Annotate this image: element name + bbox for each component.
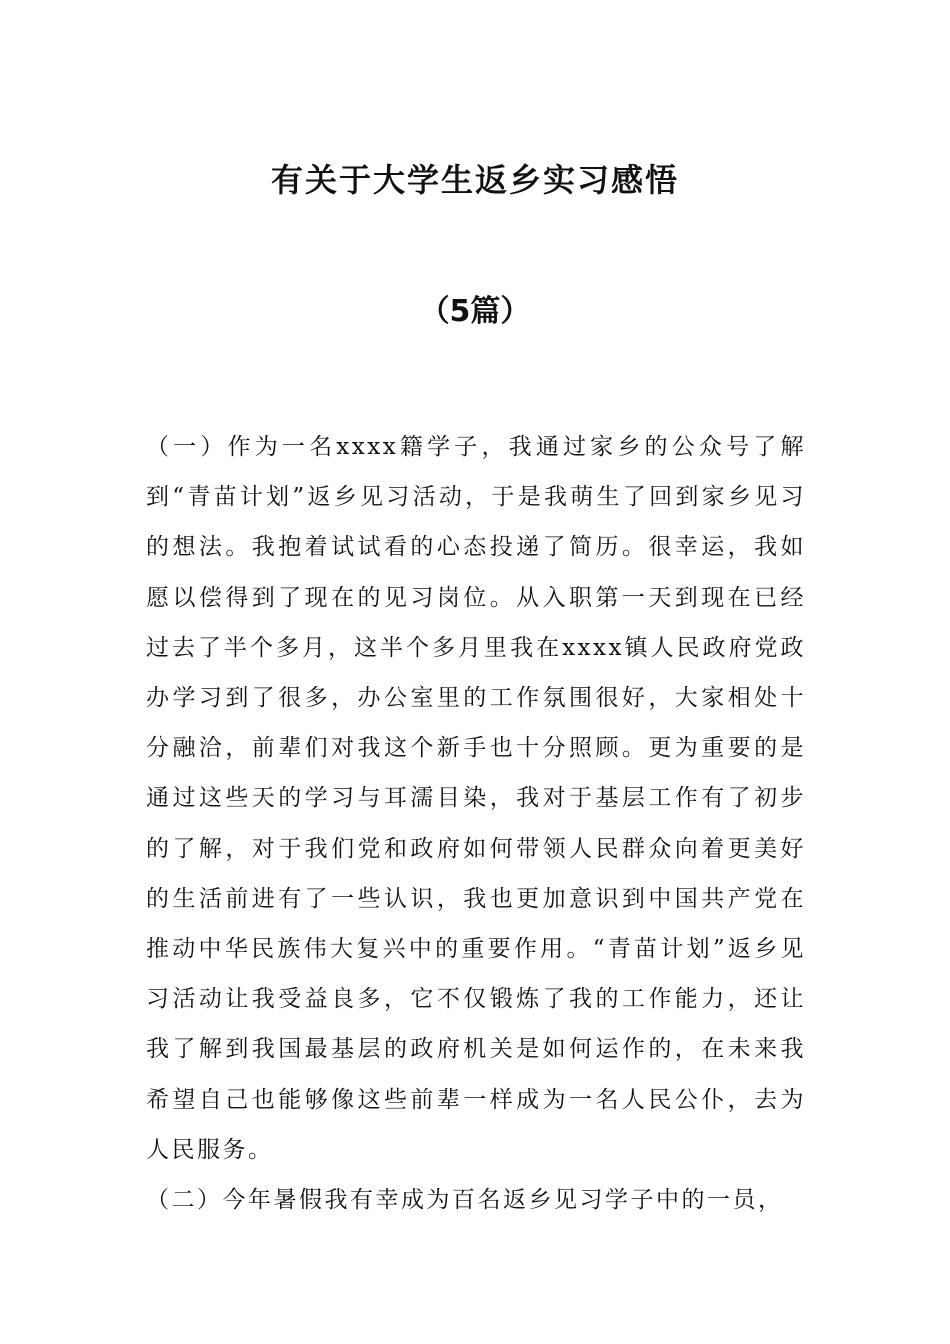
paragraph-2: （二）今年暑假我有幸成为百名返乡见习学子中的一员， <box>146 1187 784 1214</box>
paragraph-1: （一）作为一名xxxx籍学子，我通过家乡的公众号了解到“青苗计划”返乡见习活动，于是我萌生了回到家乡见习的想法。我抱着试试看的心态投递了简历。很幸运，我如愿以偿得到了现在的见习岗位。从入职第一天到现在已经过去了半个多月，这半个多月里我在xxxx镇人民政府党政办学习到了很多，办公室里的工作氛围很好，大家相处十分融洽，前辈们对我这个新手也十分照顾。更为重要的是通过这些天的学习与耳濡目染，我对于基层工作有了初步的了解，对于我们党和政府如何带领人民群众向着更美好的生活前进有了一些认识，我也更加意识到中国共产党在推动中华民族伟大复兴中的重要作用。“青苗计划”返乡见习活动让我受益良多，它不仅锻炼了我的工作能力，还让我了解到我国最基层的政府机关是如何运作的，在未来我希望自己也能够像这些前辈一样成为一名人民公仆，去为人民服务。 <box>146 434 806 1163</box>
document-subtitle: （5篇） <box>419 294 531 329</box>
document-title: 有关于大学生返乡实习感悟 <box>270 161 679 199</box>
document-body <box>146 422 806 1225</box>
